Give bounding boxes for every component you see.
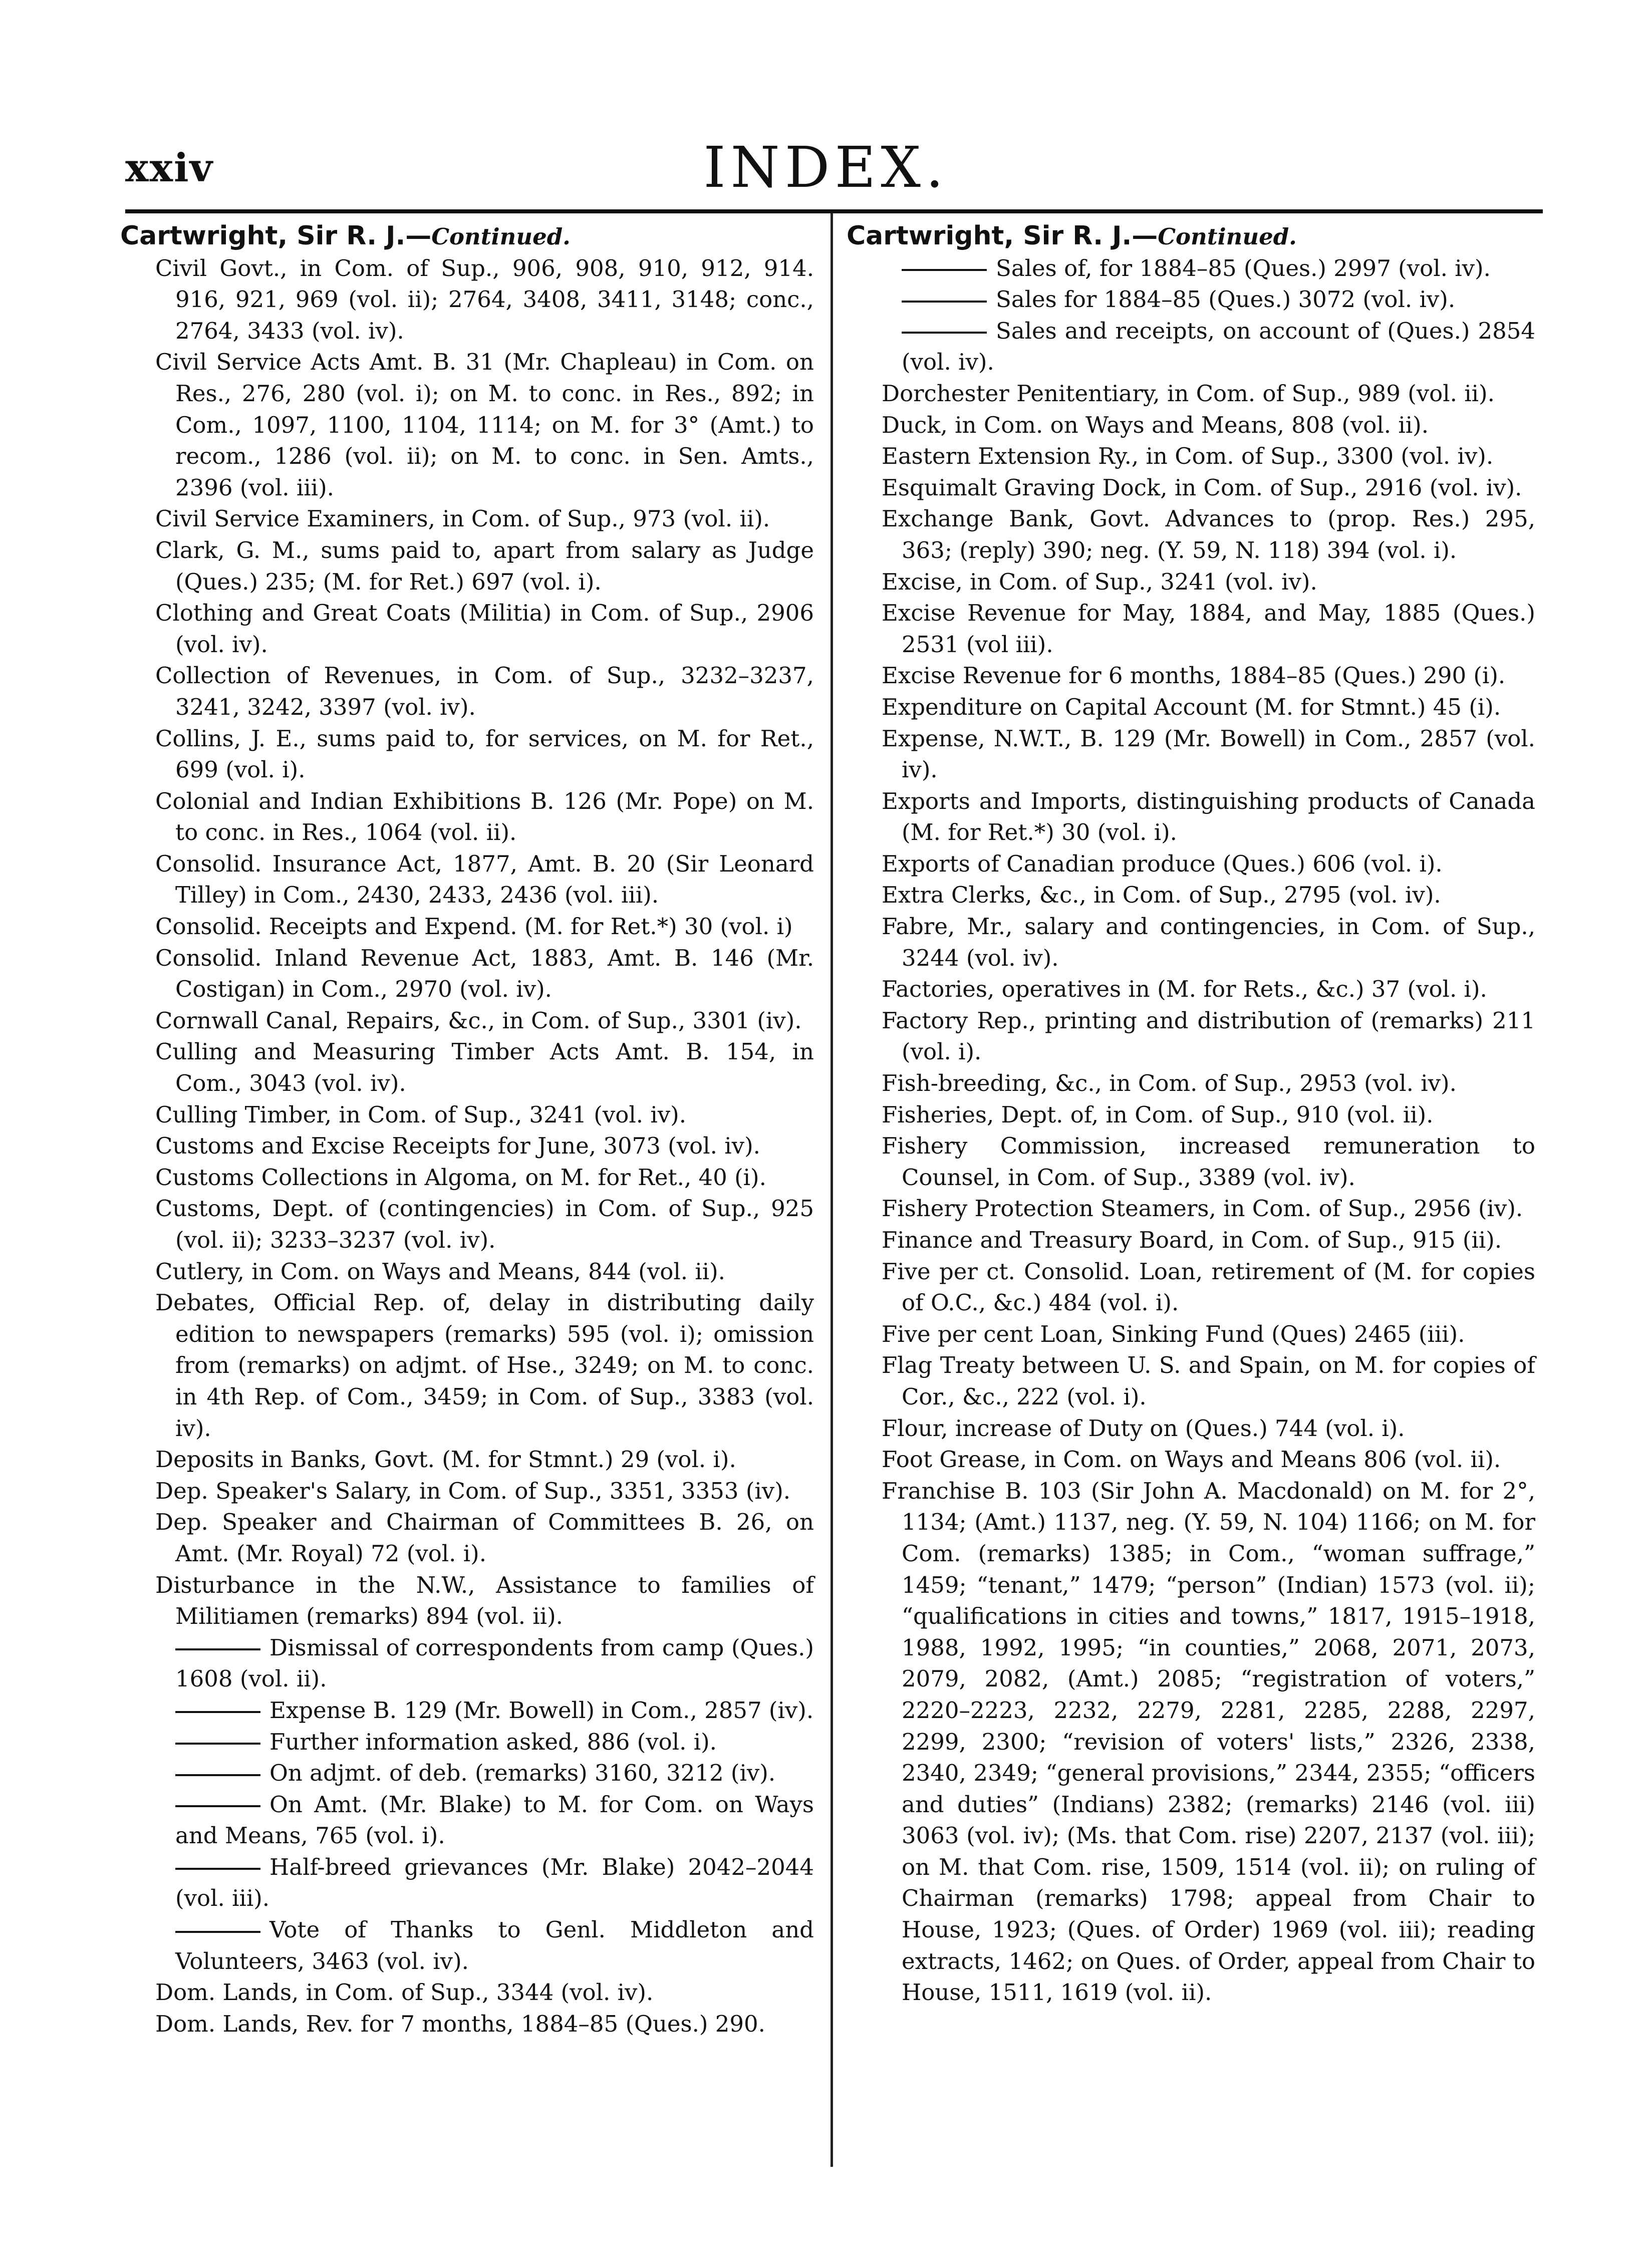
index-entry: Finance and Treasury Board, in Com. of Sup., 915 (ii).: [882, 1227, 1502, 1253]
subentry-text: Expense B. 129 (Mr. Bowell) in Com., 2857 (iv).: [269, 1696, 814, 1724]
index-subentry: [120, 1852, 814, 1914]
dash-rule: [175, 1931, 260, 1933]
index-entry: Colonial and Indian Exhibitions B. 126 (Mr. Pope) on M. to conc. in Res., 1064 (vol. ii).: [155, 787, 814, 846]
index-entry: Expense, N.W.T., B. 129 (Mr. Bowell) in Com., 2857 (vol. iv).: [882, 725, 1535, 783]
index-entry: Customs, Dept. of (contingencies) in Com. of Sup., 925 (vol. ii); 3233–3237 (vol. iv).: [155, 1195, 814, 1253]
index-entry: Excise, in Com. of Sup., 3241 (vol. iv).: [882, 568, 1317, 595]
index-entry: Consolid. Receipts and Expend. (M. for Ret.*) 30 (vol. i): [155, 913, 793, 940]
page-number: xxiv: [125, 145, 213, 191]
index-entry: Factories, operatives in (M. for Rets., &c.) 37 (vol. i).: [882, 976, 1487, 1003]
index-entry: Consolid. Insurance Act, 1877, Amt. B. 20 (Sir Leonard Tilley) in Com., 2430, 2433, 2436 (vol. iii).: [155, 850, 814, 909]
index-entry: Excise Revenue for 6 months, 1884–85 (Ques.) 290 (i).: [882, 662, 1506, 689]
index-subentry: [120, 1789, 814, 1852]
index-entry: Flag Treaty between U. S. and Spain, on M. for copies of Cor., &c., 222 (vol. i).: [882, 1352, 1535, 1410]
heading-continued: Continued.: [431, 223, 571, 250]
index-subentry: [847, 253, 1535, 285]
index-entry: Cornwall Canal, Repairs, &c., in Com. of Sup., 3301 (iv).: [155, 1007, 802, 1034]
dash-rule: [175, 1868, 260, 1870]
index-entry: Expenditure on Capital Account (M. for Stmnt.) 45 (i).: [882, 693, 1501, 720]
subentry-text: On adjmt. of deb. (remarks) 3160, 3212 (iv).: [269, 1760, 776, 1787]
right-column: [847, 220, 1535, 2009]
index-entry: Dom. Lands, Rev. for 7 months, 1884–85 (Ques.) 290.: [155, 2010, 765, 2037]
index-entry: Civil Service Acts Amt. B. 31 (Mr. Chapleau) in Com. on Res., 276, 280 (vol. i); on M. to conc. in Res., 892; in Com., 1097, 1100, 1104, 1114; on M. for 3° (Amt.) to recom., 1286 (vol. ii); on M. to conc. in Sen. Amts., 2396 (vol. iii).: [155, 349, 814, 501]
index-entry: Deposits in Banks, Govt. (M. for Stmnt.) 29 (vol. i).: [155, 1446, 736, 1473]
index-entry: Disturbance in the N.W., Assistance to families of Militiamen (remarks) 894 (vol. ii).: [155, 1571, 814, 1630]
page-title: INDEX.: [703, 135, 949, 200]
index-entry: Franchise B. 103 (Sir John A. Macdonald) on M. for 2°, 1134; (Amt.) 1137, neg. (Y. 59, N. 104) 1166; on M. for Com. (remarks) 1385; in Com., “woman suffrage,” 1459; “tenant,” 1479; “person” (Indian) 1573 (vol. ii); “qualifications in cities and towns,” 1817, 1915–1918, 1988, 1992, 1995; “in counties,” 2068, 2071, 2073, 2079, 2082, (Amt.) 2085; “registration of voters,” 2220–2223, 2232, 2279, 2281, 2285, 2288, 2297, 2299, 2300; “revision of voters' lists,” 2326, 2338, 2340, 2349; “general provisions,” 2344, 2355; “officers and duties” (Indians) 2382; (remarks) 2146 (vol. iii) 3063 (vol. iv); (Ms. that Com. rise) 2207, 2137 (vol. iii); on M. that Com. rise, 1509, 1514 (vol. ii); on ruling of Chairman (remarks) 1798; appeal from Chair to House, 1923; (Ques. of Order) 1969 (vol. iii); reading extracts, 1462; on Ques. of Order, appeal from Chair to House, 1511, 1619 (vol. ii).: [882, 1477, 1535, 2006]
index-entry: Five per ct. Consolid. Loan, retirement of (M. for copies of O.C., &c.) 484 (vol. i).: [882, 1258, 1535, 1316]
index-entry: Dep. Speaker's Salary, in Com. of Sup., 3351, 3353 (iv).: [155, 1477, 791, 1504]
index-entry: Duck, in Com. on Ways and Means, 808 (vol. ii).: [882, 411, 1429, 438]
index-entry: Flour, increase of Duty on (Ques.) 744 (vol. i).: [882, 1414, 1405, 1442]
index-subentry: [120, 1695, 814, 1727]
dash-rule: [175, 1711, 260, 1713]
subentry-text: Dismissal of correspondents from camp (Ques.) 1608 (vol. ii).: [175, 1634, 814, 1692]
index-entry: Exchange Bank, Govt. Advances to (prop. Res.) 295, 363; (reply) 390; neg. (Y. 59, N. 118) 394 (vol. i).: [882, 505, 1535, 563]
index-entry: Dorchester Penitentiary, in Com. of Sup., 989 (vol. ii).: [882, 380, 1495, 407]
index-entry: Dom. Lands, in Com. of Sup., 3344 (vol. iv).: [155, 1979, 654, 2006]
index-entry: Civil Govt., in Com. of Sup., 906, 908, 910, 912, 914. 916, 921, 969 (vol. ii); 2764, 3408, 3411, 3148; conc., 2764, 3433 (vol. iv).: [155, 254, 814, 344]
index-entry: Fish-breeding, &c., in Com. of Sup., 2953 (vol. iv).: [882, 1070, 1457, 1097]
dash-rule: [902, 301, 987, 303]
index-entry: Factory Rep., printing and distribution of (remarks) 211 (vol. i).: [882, 1007, 1535, 1065]
subentry-text: Sales for 1884–85 (Ques.) 3072 (vol. iv).: [996, 286, 1456, 313]
dash-rule: [175, 1774, 260, 1776]
index-entry: Five per cent Loan, Sinking Fund (Ques) 2465 (iii).: [882, 1320, 1465, 1347]
index-entry: Exports of Canadian produce (Ques.) 606 (vol. i).: [882, 850, 1443, 877]
index-entry: Esquimalt Graving Dock, in Com. of Sup., 2916 (vol. iv).: [882, 474, 1522, 501]
index-subentry: [847, 284, 1535, 316]
index-entry: Culling and Measuring Timber Acts Amt. B. 154, in Com., 3043 (vol. iv).: [155, 1038, 814, 1097]
index-subentry: [120, 1632, 814, 1695]
heading-continued: Continued.: [1158, 223, 1297, 250]
left-column-heading: [120, 220, 814, 253]
index-entry: Customs Collections in Algoma, on M. for Ret., 40 (i).: [155, 1164, 766, 1191]
index-subentry: [847, 316, 1535, 378]
dash-rule: [175, 1805, 260, 1807]
header-rule: [125, 209, 1543, 213]
index-entry: Extra Clerks, &c., in Com. of Sup., 2795 (vol. iv).: [882, 882, 1441, 909]
index-entry: Debates, Official Rep. of, delay in distributing daily edition to newspapers (remarks) 595 (vol. i); omission from (remarks) on adjmt. of Hse., 3249; on M. to conc. in 4th Rep. of Com., 3459; in Com. of Sup., 3383 (vol. iv).: [155, 1289, 814, 1442]
index-entry: Fisheries, Dept. of, in Com. of Sup., 910 (vol. ii).: [882, 1101, 1434, 1128]
index-entry: Customs and Excise Receipts for June, 3073 (vol. iv).: [155, 1133, 760, 1160]
subentry-text: Sales of, for 1884–85 (Ques.) 2997 (vol. iv).: [996, 254, 1491, 281]
index-entry: Clothing and Great Coats (Militia) in Com. of Sup., 2906 (vol. iv).: [155, 600, 814, 658]
index-entry: Fishery Commission, increased remuneration to Counsel, in Com. of Sup., 3389 (vol. iv).: [882, 1133, 1535, 1191]
index-entry: Clark, G. M., sums paid to, apart from salary as Judge (Ques.) 235; (M. for Ret.) 697 (vol. i).: [155, 536, 814, 595]
index-entry: Collins, J. E., sums paid to, for services, on M. for Ret., 699 (vol. i).: [155, 725, 814, 783]
index-subentry: [120, 1914, 814, 1977]
index-entry: Civil Service Examiners, in Com. of Sup., 973 (vol. ii).: [155, 505, 770, 532]
index-entry: Fishery Protection Steamers, in Com. of Sup., 2956 (iv).: [882, 1195, 1523, 1222]
dash-rule: [902, 269, 987, 271]
dash-rule: [175, 1743, 260, 1745]
index-entry: Cutlery, in Com. on Ways and Means, 844 (vol. ii).: [155, 1258, 725, 1285]
index-entry: Dep. Speaker and Chairman of Committees B. 26, on Amt. (Mr. Royal) 72 (vol. i).: [155, 1509, 814, 1567]
index-subentry: [120, 1727, 814, 1758]
column-divider: [831, 213, 833, 2167]
index-subentry: [120, 1758, 814, 1789]
index-entry: Exports and Imports, distinguishing products of Canada (M. for Ret.*) 30 (vol. i).: [882, 787, 1535, 846]
subentry-text: On Amt. (Mr. Blake) to M. for Com. on Ways and Means, 765 (vol. i).: [175, 1791, 814, 1849]
heading-name: Cartwright, Sir R. J.—: [120, 221, 432, 251]
heading-name: Cartwright, Sir R. J.—: [847, 221, 1158, 251]
index-entry: Consolid. Inland Revenue Act, 1883, Amt. B. 146 (Mr. Costigan) in Com., 2970 (vol. iv).: [155, 944, 814, 1003]
subentry-text: Further information asked, 886 (vol. i).: [269, 1728, 717, 1755]
index-entry: Eastern Extension Ry., in Com. of Sup., 3300 (vol. iv).: [882, 443, 1494, 470]
right-column-heading: [847, 220, 1535, 253]
index-entry: Fabre, Mr., salary and contingencies, in Com. of Sup., 3244 (vol. iv).: [882, 913, 1535, 971]
index-entry: Foot Grease, in Com. on Ways and Means 806 (vol. ii).: [882, 1446, 1501, 1473]
subentry-text: Vote of Thanks to Genl. Middleton and Volunteers, 3463 (vol. iv).: [175, 1916, 814, 1974]
dash-rule: [902, 332, 987, 334]
subentry-text: Sales and receipts, on account of (Ques.) 2854 (vol. iv).: [902, 317, 1535, 376]
left-column: [120, 220, 814, 2040]
subentry-text: Half-breed grievances (Mr. Blake) 2042–2044 (vol. iii).: [175, 1853, 814, 1912]
index-entry: Excise Revenue for May, 1884, and May, 1885 (Ques.) 2531 (vol iii).: [882, 600, 1535, 658]
page-header: [0, 135, 1652, 205]
index-entry: Collection of Revenues, in Com. of Sup., 3232–3237, 3241, 3242, 3397 (vol. iv).: [155, 662, 814, 720]
index-entry: Culling Timber, in Com. of Sup., 3241 (vol. iv).: [155, 1101, 687, 1128]
dash-rule: [175, 1648, 260, 1650]
